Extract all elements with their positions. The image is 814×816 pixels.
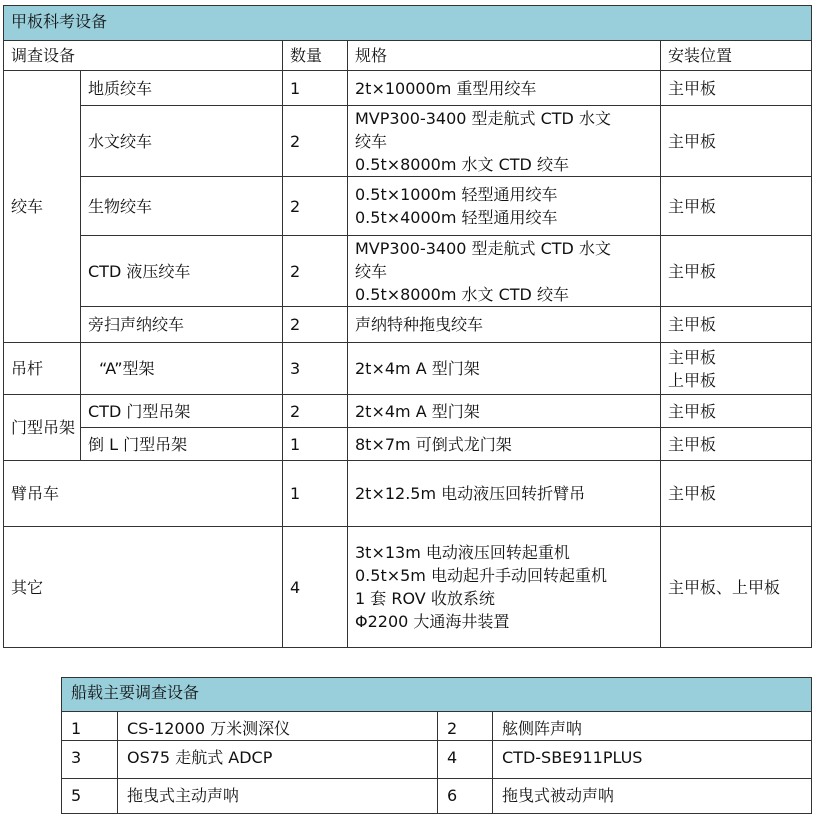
- item-no: 2: [438, 712, 493, 741]
- table-row: [62, 712, 812, 741]
- item-location: 主甲板: [661, 236, 812, 307]
- item-qty: 2: [283, 236, 348, 307]
- item-qty: 2: [283, 395, 348, 428]
- table-row: [4, 236, 812, 307]
- item-name: “A”型架: [81, 343, 283, 395]
- item-name: CTD 门型吊架: [81, 395, 283, 428]
- table-row: [4, 343, 812, 395]
- header-equipment: 调查设备: [4, 41, 283, 71]
- item-spec: 声纳特种拖曳绞车: [348, 307, 661, 343]
- table-row: [62, 741, 812, 779]
- item-spec: 2t×10000m 重型用绞车: [348, 71, 661, 106]
- item-name: CS-12000 万米测深仪: [118, 712, 438, 741]
- table-row: [4, 307, 812, 343]
- item-location: 主甲板: [661, 461, 812, 527]
- item-no: 4: [438, 741, 493, 779]
- item-name: 拖曳式主动声呐: [118, 779, 438, 814]
- item-name: 生物绞车: [81, 177, 283, 236]
- header-location: 安装位置: [661, 41, 812, 71]
- item-spec: 0.5t×1000m 轻型通用绞车 0.5t×4000m 轻型通用绞车: [348, 177, 661, 236]
- item-spec: 2t×4m A 型门架: [348, 395, 661, 428]
- item-location: 主甲板: [661, 307, 812, 343]
- item-spec: 2t×4m A 型门架: [348, 343, 661, 395]
- deck-equipment-table: [3, 5, 812, 648]
- item-qty: 1: [283, 71, 348, 106]
- item-spec: MVP300-3400 型走航式 CTD 水文 绞车 0.5t×8000m 水文 CTD 绞车: [348, 236, 661, 307]
- item-name: 地质绞车: [81, 71, 283, 106]
- item-spec: 3t×13m 电动液压回转起重机 0.5t×5m 电动起升手动回转起重机 1 套 ROV 收放系统 Φ2200 大通海井装置: [348, 527, 661, 648]
- item-spec: 8t×7m 可倒式龙门架: [348, 428, 661, 461]
- item-name: 拖曳式被动声呐: [493, 779, 812, 814]
- header-quantity: 数量: [283, 41, 348, 71]
- item-qty: 2: [283, 307, 348, 343]
- table-row: [62, 779, 812, 814]
- item-name: 臂吊车: [4, 461, 283, 527]
- item-spec: 2t×12.5m 电动液压回转折臂吊: [348, 461, 661, 527]
- item-location: 主甲板: [661, 395, 812, 428]
- item-no: 3: [62, 741, 118, 779]
- item-qty: 1: [283, 428, 348, 461]
- deck-header-row: [4, 41, 812, 71]
- item-name: 倒 L 门型吊架: [81, 428, 283, 461]
- item-qty: 2: [283, 106, 348, 177]
- ship-table-caption: 船载主要调查设备: [62, 678, 812, 712]
- item-no: 5: [62, 779, 118, 814]
- item-qty: 4: [283, 527, 348, 648]
- item-location: 主甲板: [661, 177, 812, 236]
- group-winch: 绞车: [4, 71, 81, 343]
- table-row: [4, 177, 812, 236]
- item-name: 水文绞车: [81, 106, 283, 177]
- item-spec: MVP300-3400 型走航式 CTD 水文 绞车 0.5t×8000m 水文 CTD 绞车: [348, 106, 661, 177]
- table-row: [4, 106, 812, 177]
- item-no: 6: [438, 779, 493, 814]
- group-boom: 吊杆: [4, 343, 81, 395]
- item-location: 主甲板: [661, 106, 812, 177]
- item-location: 主甲板: [661, 71, 812, 106]
- table-row: [4, 428, 812, 461]
- item-qty: 1: [283, 461, 348, 527]
- item-qty: 3: [283, 343, 348, 395]
- item-name: CTD 液压绞车: [81, 236, 283, 307]
- item-name: 旁扫声纳绞车: [81, 307, 283, 343]
- table-row: [4, 461, 812, 527]
- table-row: [4, 71, 812, 106]
- item-location: 主甲板: [661, 428, 812, 461]
- item-name: 舷侧阵声呐: [493, 712, 812, 741]
- ship-equipment-table: [61, 677, 812, 814]
- item-name: CTD-SBE911PLUS: [493, 741, 812, 779]
- item-name: 其它: [4, 527, 283, 648]
- deck-table-caption: 甲板科考设备: [4, 6, 812, 41]
- group-gantry: 门型吊架: [4, 395, 81, 461]
- header-spec: 规格: [348, 41, 661, 71]
- table-row: [4, 395, 812, 428]
- item-qty: 2: [283, 177, 348, 236]
- item-name: OS75 走航式 ADCP: [118, 741, 438, 779]
- item-location: 主甲板、上甲板: [661, 527, 812, 648]
- item-no: 1: [62, 712, 118, 741]
- table-row: [4, 527, 812, 648]
- item-location: 主甲板 上甲板: [661, 343, 812, 395]
